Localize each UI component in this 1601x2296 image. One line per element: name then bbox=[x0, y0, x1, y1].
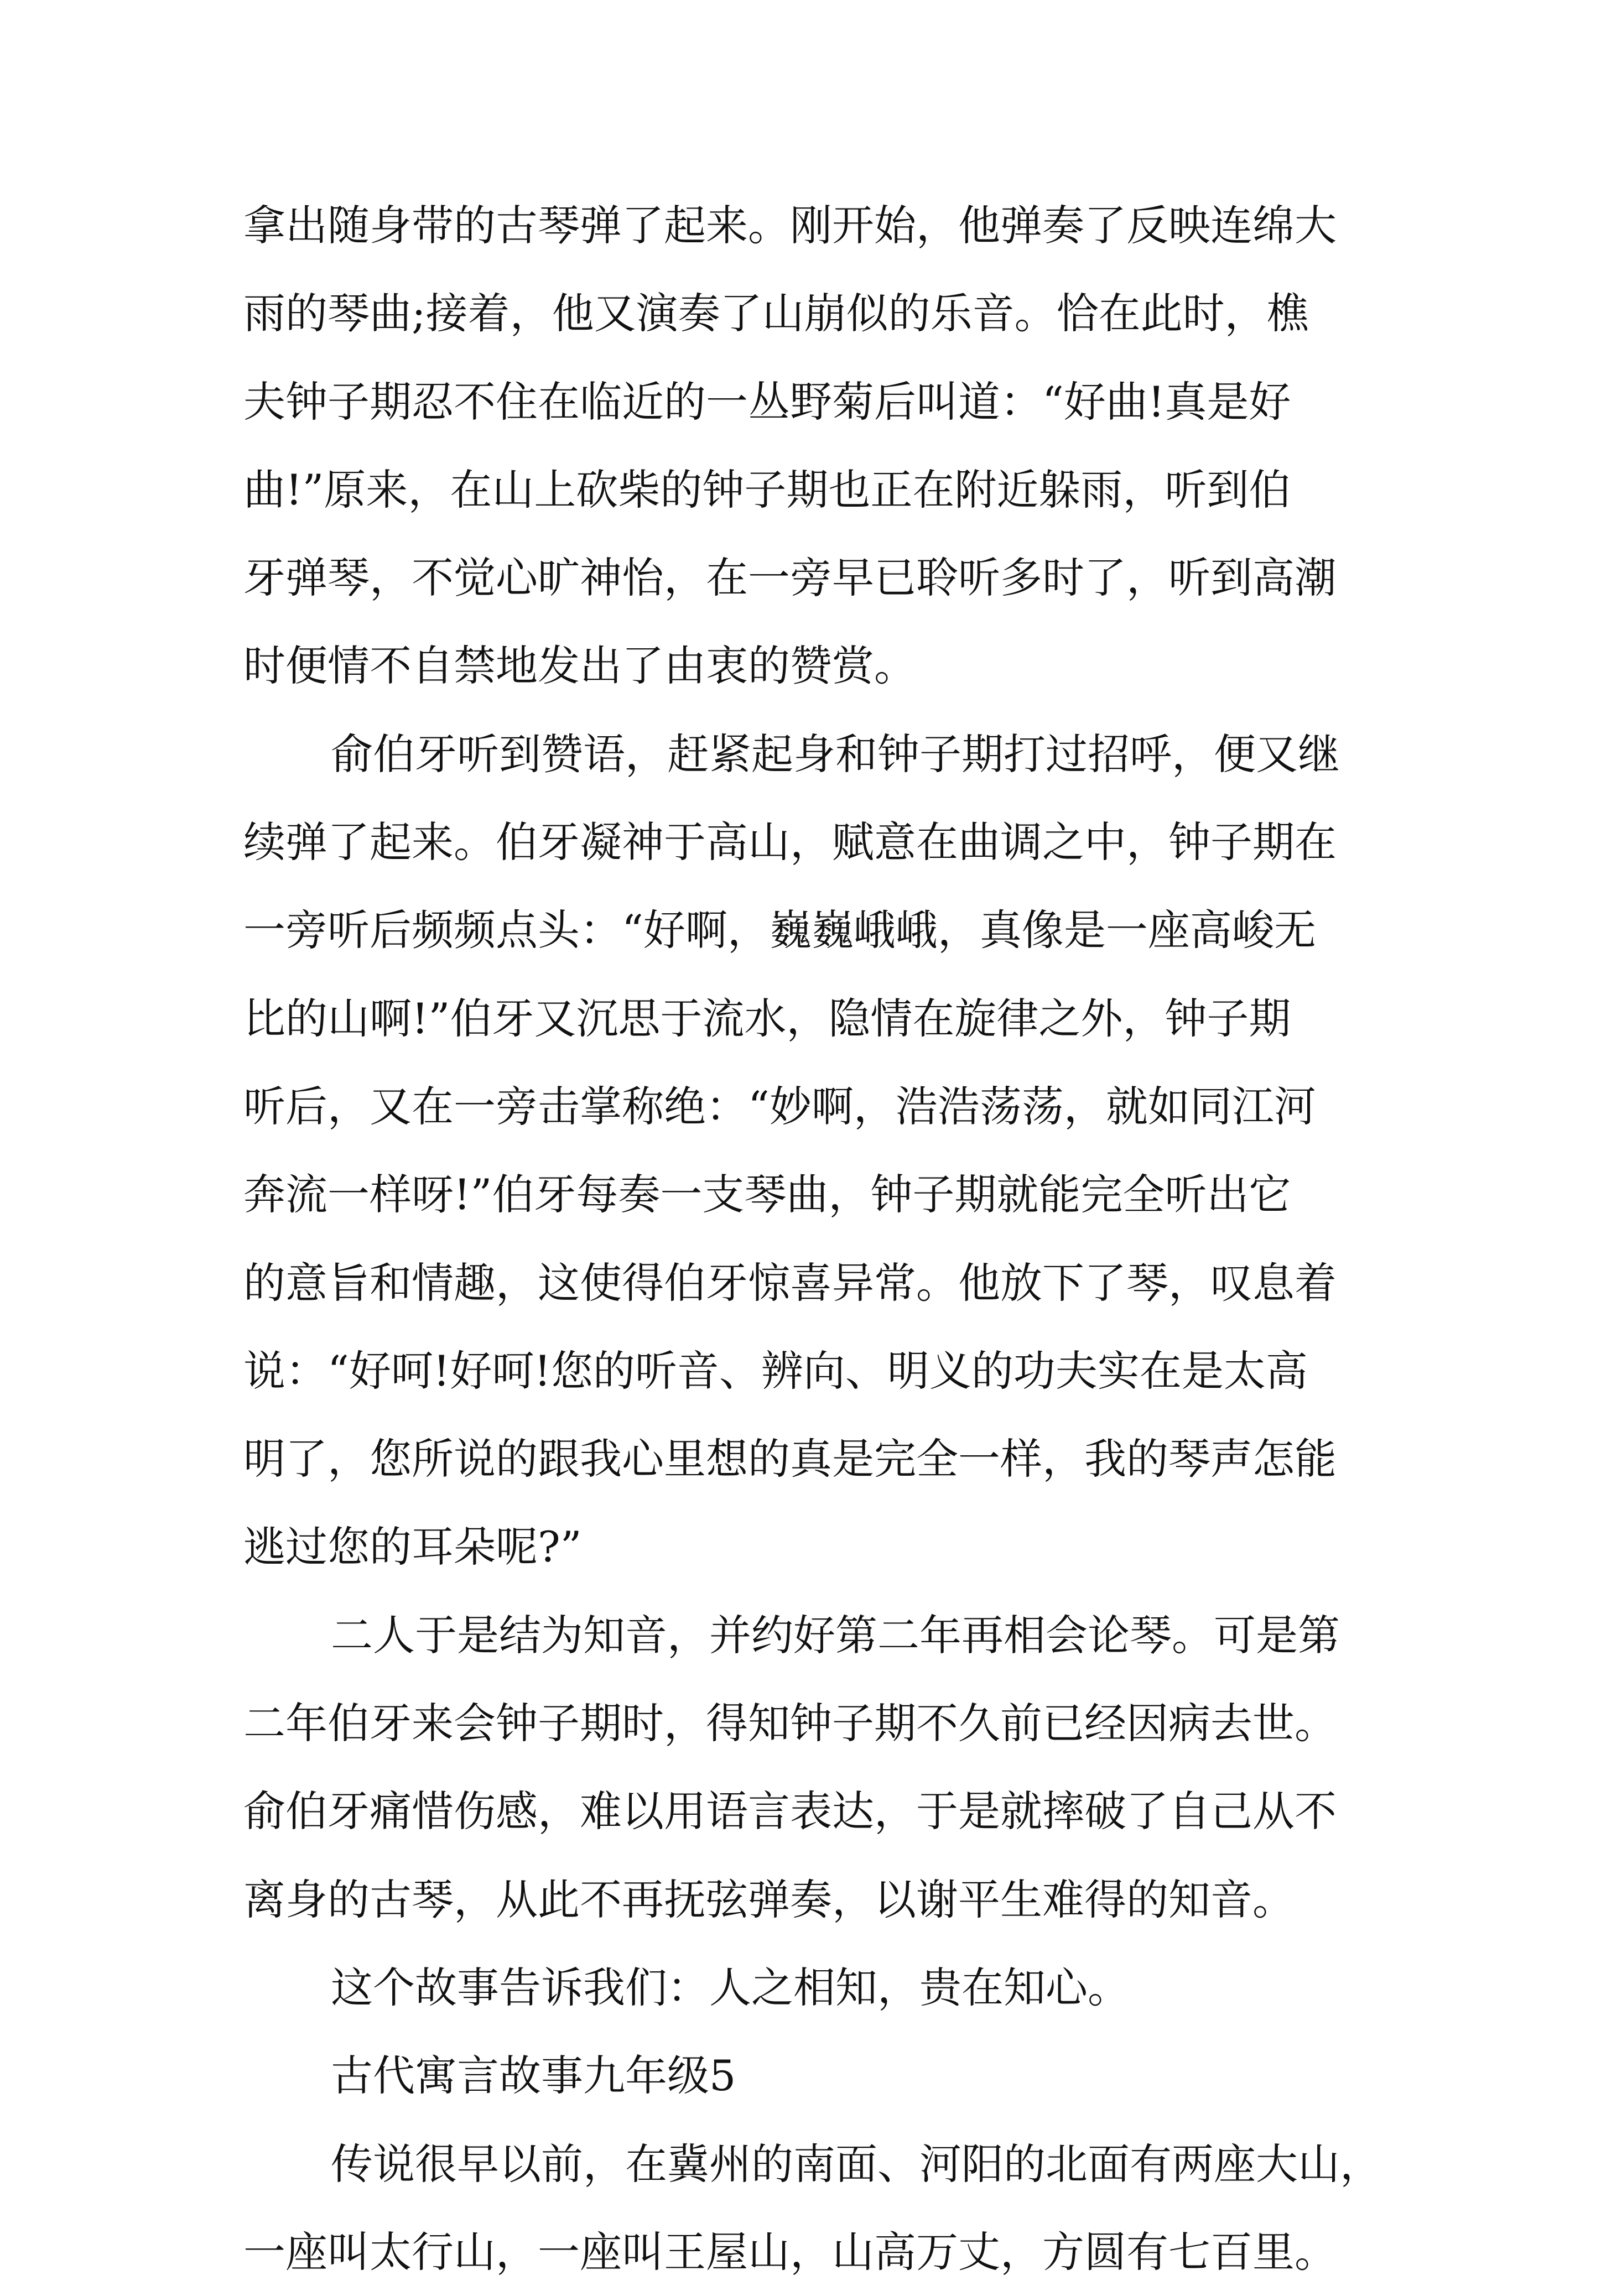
text-line-8: 续弹了起来。伯牙凝神于高山，赋意在曲调之中，钟子期在 bbox=[243, 818, 1337, 867]
text-line-14: 说：“好呵!好呵!您的听音、辨向、明义的功夫实在是太高 bbox=[243, 1346, 1308, 1396]
text-line-18: 二年伯牙来会钟子期时，得知钟子期不久前已经因病去世。 bbox=[243, 1699, 1337, 1748]
text-line-5: 牙弹琴，不觉心旷神怡，在一旁早已聆听多时了，听到高潮 bbox=[243, 553, 1337, 603]
text-line-12: 奔流一样呀!”伯牙每奏一支琴曲，钟子期就能完全听出它 bbox=[243, 1170, 1291, 1220]
text-line-3: 夫钟子期忍不住在临近的一丛野菊后叫道：“好曲!真是好 bbox=[243, 377, 1291, 426]
text-line-9: 一旁听后频频点头：“好啊，巍巍峨峨，真像是一座高峻无 bbox=[243, 905, 1316, 955]
text-line-7: 俞伯牙听到赞语，赶紧起身和钟子期打过招呼，便又继 bbox=[331, 729, 1340, 779]
text-line-6: 时便情不自禁地发出了由衷的赞赏。 bbox=[243, 641, 916, 691]
document-body bbox=[243, 181, 1427, 2296]
text-line-10: 比的山啊!”伯牙又沉思于流水，隐情在旋律之外，钟子期 bbox=[243, 993, 1291, 1043]
text-line-15: 明了，您所说的跟我心里想的真是完全一样，我的琴声怎能 bbox=[243, 1434, 1337, 1484]
text-line-19: 俞伯牙痛惜伤感，难以用语言表达，于是就摔破了自己从不 bbox=[243, 1787, 1337, 1836]
text-line-16: 逃过您的耳朵呢?” bbox=[243, 1522, 582, 1572]
text-line-23: 传说很早以前，在冀州的南面、河阳的北面有两座大山， bbox=[331, 2139, 1382, 2189]
section-heading: 古代寓言故事九年级5 bbox=[331, 2051, 736, 2101]
text-line-24: 一座叫太行山，一座叫王屋山，山高万丈，方圆有七百里。 bbox=[243, 2227, 1337, 2277]
text-line-11: 听后，又在一旁击掌称绝：“妙啊，浩浩荡荡，就如同江河 bbox=[243, 1081, 1316, 1131]
text-line-13: 的意旨和情趣，这使得伯牙惊喜异常。他放下了琴，叹息着 bbox=[243, 1258, 1337, 1308]
text-line-2: 雨的琴曲;接着，他又演奏了山崩似的乐音。恰在此时，樵 bbox=[243, 289, 1309, 339]
text-line-20: 离身的古琴，从此不再抚弦弹奏，以谢平生难得的知音。 bbox=[243, 1875, 1295, 1924]
text-line-17: 二人于是结为知音，并约好第二年再相会论琴。可是第 bbox=[331, 1610, 1340, 1660]
text-line-21: 这个故事告诉我们：人之相知，贵在知心。 bbox=[331, 1962, 1130, 2012]
text-line-4: 曲!”原来，在山上砍柴的钟子期也正在附近躲雨，听到伯 bbox=[243, 465, 1291, 514]
text-line-1: 拿出随身带的古琴弹了起来。刚开始，他弹奏了反映连绵大 bbox=[243, 201, 1337, 250]
